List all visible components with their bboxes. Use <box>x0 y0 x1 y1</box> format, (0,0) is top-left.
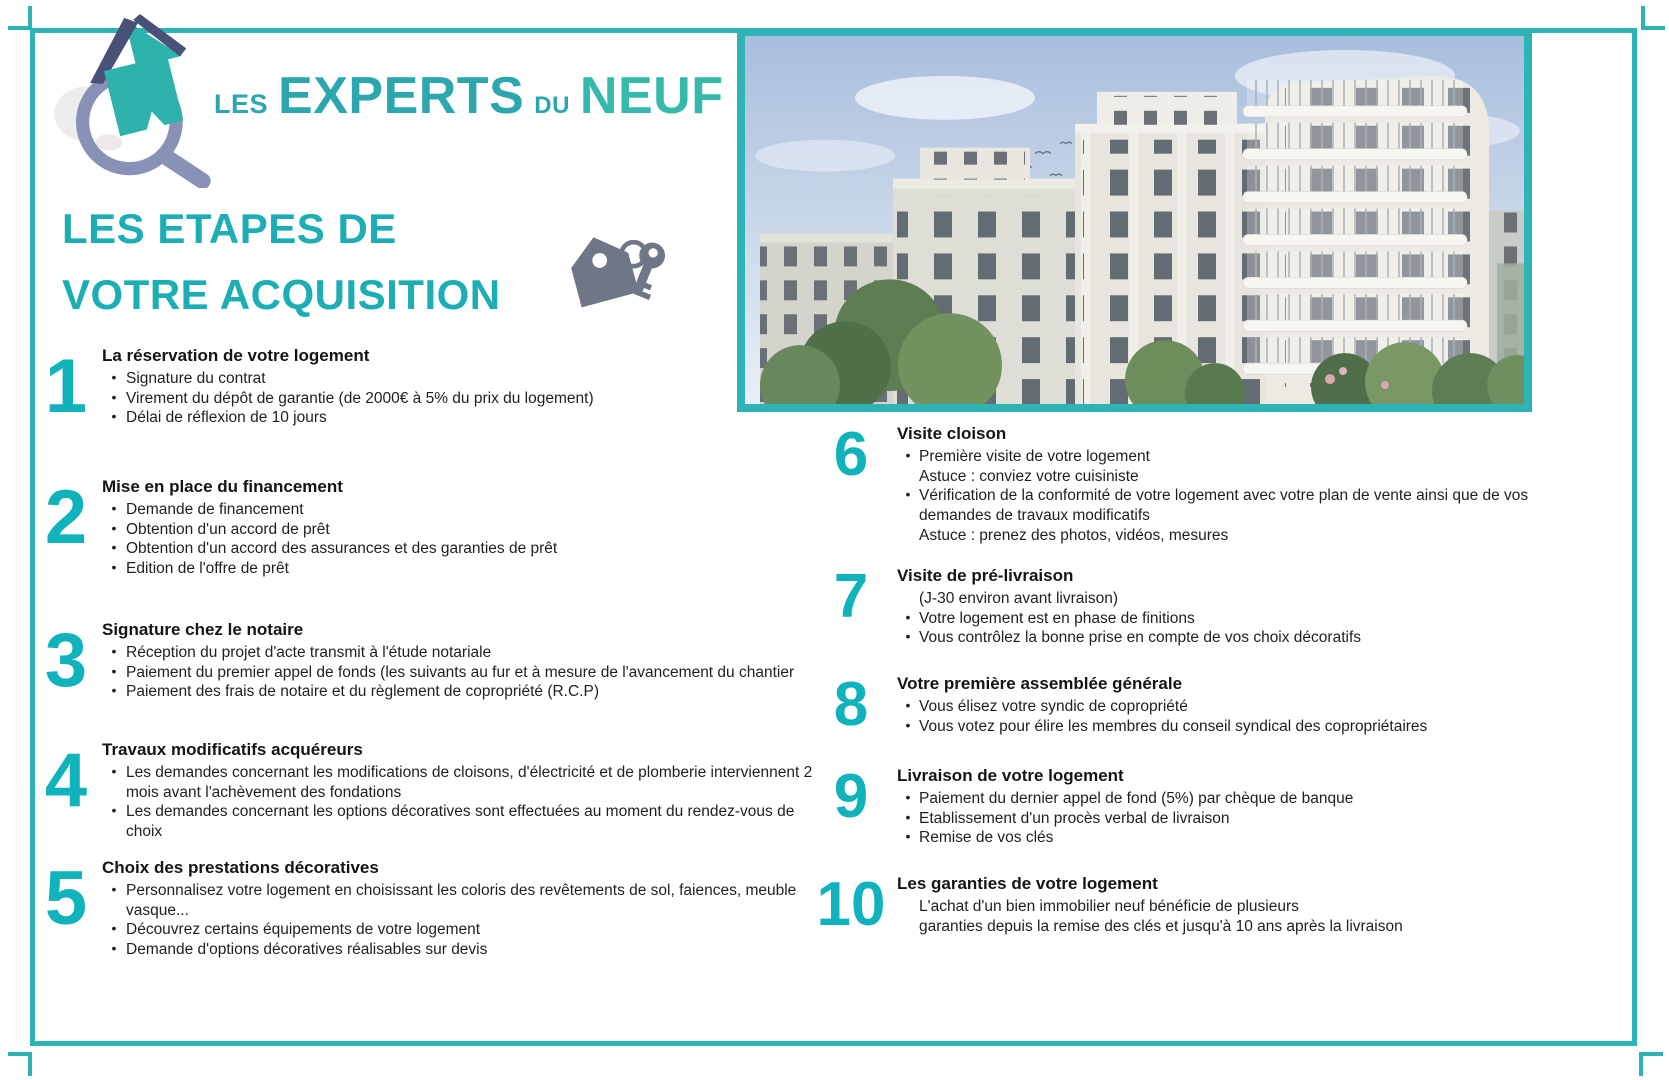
step-1 <box>40 346 822 428</box>
bullet-dot: • <box>111 940 117 957</box>
step-items <box>897 789 1549 848</box>
item-text: Vérification de la conformité de votre logement avec votre plan de vente ainsi que de vos demandes de travaux modificatifs <box>919 487 1529 525</box>
bullet-dot: • <box>905 828 911 845</box>
bullet-dot: • <box>111 682 117 699</box>
step-title: Visite cloison <box>897 424 1007 443</box>
item-text: Votre logement est en phase de finitions <box>919 609 1195 627</box>
bullet-item <box>102 802 822 841</box>
step-content <box>897 566 1549 648</box>
item-text: Obtention d'un accord de prêt <box>126 520 330 538</box>
item-text: Les demandes concernant les modifications de cloisons, d'électricité et de plomberie interviennent 2 mois avant l'achèvement des fondations <box>126 764 813 801</box>
step-4 <box>40 740 822 842</box>
bullet-dot: • <box>111 559 117 576</box>
bullet-item <box>897 697 1549 717</box>
bullet-dot: • <box>905 486 911 503</box>
step-items <box>102 643 822 702</box>
bullet-dot: • <box>111 539 117 556</box>
step-number: 1 <box>44 344 88 429</box>
item-text: Découvrez certains équipements de votre logement <box>126 921 481 939</box>
step-number: 5 <box>44 856 88 941</box>
step-title: Votre première assemblée générale <box>897 674 1183 693</box>
bullet-dot: • <box>111 369 117 385</box>
bullet-item <box>897 717 1549 737</box>
bullet-dot: • <box>111 388 117 405</box>
bullet-dot: • <box>905 697 911 713</box>
step-items <box>897 897 1549 936</box>
bullet-dot: • <box>111 763 117 779</box>
bullet-item <box>102 682 822 702</box>
step-3 <box>40 620 822 702</box>
corner-mark-bottom-left <box>8 1052 32 1076</box>
step-content <box>897 424 1549 545</box>
step-content <box>102 858 822 960</box>
bullet-item <box>897 828 1549 848</box>
page-title <box>62 196 501 327</box>
bullet-dot: • <box>111 500 117 516</box>
step-content <box>102 346 822 428</box>
item-text: garanties depuis la remise des clés et jusqu'à 10 ans après la livraison <box>919 917 1403 935</box>
bullet-dot: • <box>905 608 911 625</box>
bullet-dot: • <box>111 643 117 659</box>
step-title: Les garanties de votre logement <box>897 874 1158 893</box>
bullet-item <box>102 940 822 960</box>
corner-mark-bottom-right <box>1639 1052 1663 1076</box>
bullet-dot: • <box>905 628 911 645</box>
step-items <box>102 500 822 579</box>
step-items <box>102 369 822 428</box>
item-text: Demande de financement <box>126 501 304 518</box>
plain-item <box>897 526 1549 546</box>
step-number: 2 <box>44 475 88 560</box>
bullet-item <box>897 628 1549 648</box>
bullet-item <box>102 520 822 540</box>
bullet-dot: • <box>111 519 117 536</box>
item-text: Paiement des frais de notaire et du règlement de copropriété (R.C.P) <box>126 683 599 701</box>
step-number: 7 <box>833 562 869 631</box>
item-text: Etablissement d'un procès verbal de livraison <box>919 809 1230 827</box>
step-6 <box>815 420 1549 545</box>
step-title: Mise en place du financement <box>102 477 343 496</box>
bullet-item <box>102 369 822 389</box>
item-text: Les demandes concernant les options décoratives sont effectuées au moment du rendez-vous de choix <box>126 803 795 841</box>
item-text: Demande d'options décoratives réalisables sur devis <box>126 941 488 959</box>
item-text: Remise de vos clés <box>919 829 1054 847</box>
item-text: Première visite de votre logement <box>919 448 1150 465</box>
step-title: Visite de pré-livraison <box>897 566 1074 585</box>
step-content <box>102 477 822 579</box>
plain-item <box>897 897 1549 917</box>
plain-item <box>897 467 1549 487</box>
step-content <box>102 740 822 842</box>
bullet-dot: • <box>905 716 911 733</box>
step-content <box>897 874 1549 936</box>
logo-word-neuf: NEUF <box>579 67 724 125</box>
step-items <box>897 589 1549 648</box>
plain-item <box>897 589 1549 609</box>
item-text: L'achat d'un bien immobilier neuf bénéficie de plusieurs <box>919 898 1299 915</box>
bullet-dot: • <box>111 920 117 937</box>
page-title-line2: VOTRE ACQUISITION <box>62 270 501 318</box>
item-text: Astuce : prenez des photos, vidéos, mesures <box>919 526 1229 544</box>
item-text: Signature du contrat <box>126 370 266 387</box>
bullet-item <box>102 500 822 520</box>
bullet-item <box>102 881 822 920</box>
step-9 <box>815 762 1549 848</box>
step-items <box>102 881 822 960</box>
step-8 <box>815 670 1549 739</box>
step-7 <box>815 562 1549 648</box>
item-text: Délai de réflexion de 10 jours <box>126 409 327 427</box>
corner-mark-top-left <box>8 6 32 30</box>
logo-word-du: DU <box>534 92 570 119</box>
bullet-dot: • <box>111 881 117 897</box>
bullet-item <box>897 486 1549 525</box>
step-5 <box>40 858 822 960</box>
bullet-item <box>102 559 822 579</box>
bullet-item <box>897 809 1549 829</box>
building-photo <box>737 28 1532 412</box>
logo-wordmark <box>214 66 723 126</box>
bullet-item <box>897 447 1549 467</box>
bullet-item <box>102 663 822 683</box>
step-number: 4 <box>44 738 88 823</box>
step-number: 6 <box>833 420 869 489</box>
item-text: Vous votez pour élire les membres du conseil syndical des copropriétaires <box>919 717 1428 735</box>
bullet-dot: • <box>111 662 117 679</box>
step-title: La réservation de votre logement <box>102 346 370 365</box>
step-title: Livraison de votre logement <box>897 766 1124 785</box>
step-2 <box>40 477 822 579</box>
item-text: (J-30 environ avant livraison) <box>919 590 1119 607</box>
bullet-dot: • <box>905 447 911 463</box>
step-title: Signature chez le notaire <box>102 620 304 639</box>
item-text: Astuce : conviez votre cuisiniste <box>919 467 1139 485</box>
step-items <box>102 763 822 842</box>
item-text: Vous contrôlez la bonne prise en compte de vos choix décoratifs <box>919 629 1362 647</box>
house-magnifier-logo-icon <box>48 0 226 188</box>
page-title-line1: LES ETAPES DE <box>62 205 397 252</box>
corner-mark-top-right <box>1641 6 1665 30</box>
bullet-item <box>897 609 1549 629</box>
step-items <box>897 447 1549 545</box>
step-content <box>102 620 822 702</box>
house-keychain-icon <box>556 216 676 320</box>
step-content <box>897 674 1549 736</box>
bullet-item <box>102 389 822 409</box>
bullet-item <box>102 763 822 802</box>
item-text: Virement du dépôt de garantie (de 2000€ à 5% du prix du logement) <box>126 389 594 407</box>
bullet-item <box>102 408 822 428</box>
plain-item <box>897 917 1549 937</box>
item-text: Vous élisez votre syndic de copropriété <box>919 698 1188 715</box>
bullet-dot: • <box>905 789 911 805</box>
logo-word-experts: EXPERTS <box>278 67 525 125</box>
item-text: Réception du projet d'acte transmit à l'étude notariale <box>126 644 492 661</box>
bullet-item <box>102 920 822 940</box>
item-text: Personnalisez votre logement en choisissant les coloris des revêtements de sol, faiences, meuble vasque... <box>126 882 797 919</box>
bullet-item <box>897 789 1549 809</box>
bullet-item <box>102 539 822 559</box>
step-title: Travaux modificatifs acquéreurs <box>102 740 363 759</box>
step-number: 3 <box>44 618 88 703</box>
item-text: Edition de l'offre de prêt <box>126 560 289 578</box>
step-items <box>897 697 1549 736</box>
bullet-dot: • <box>111 802 117 819</box>
bullet-item <box>102 643 822 663</box>
item-text: Paiement du dernier appel de fond (5%) par chèque de banque <box>919 790 1354 807</box>
bullet-dot: • <box>905 808 911 825</box>
item-text: Obtention d'un accord des assurances et des garanties de prêt <box>126 540 558 558</box>
step-number: 9 <box>833 762 869 831</box>
step-content <box>897 766 1549 848</box>
step-number: 10 <box>816 870 886 939</box>
step-10 <box>815 870 1549 939</box>
item-text: Paiement du premier appel de fonds (les suivants au fur et à mesure de l'avancement du chantier <box>126 663 795 681</box>
step-number: 8 <box>833 670 869 739</box>
bullet-dot: • <box>111 408 117 425</box>
logo-word-les: LES <box>214 89 269 119</box>
step-title: Choix des prestations décoratives <box>102 858 379 877</box>
